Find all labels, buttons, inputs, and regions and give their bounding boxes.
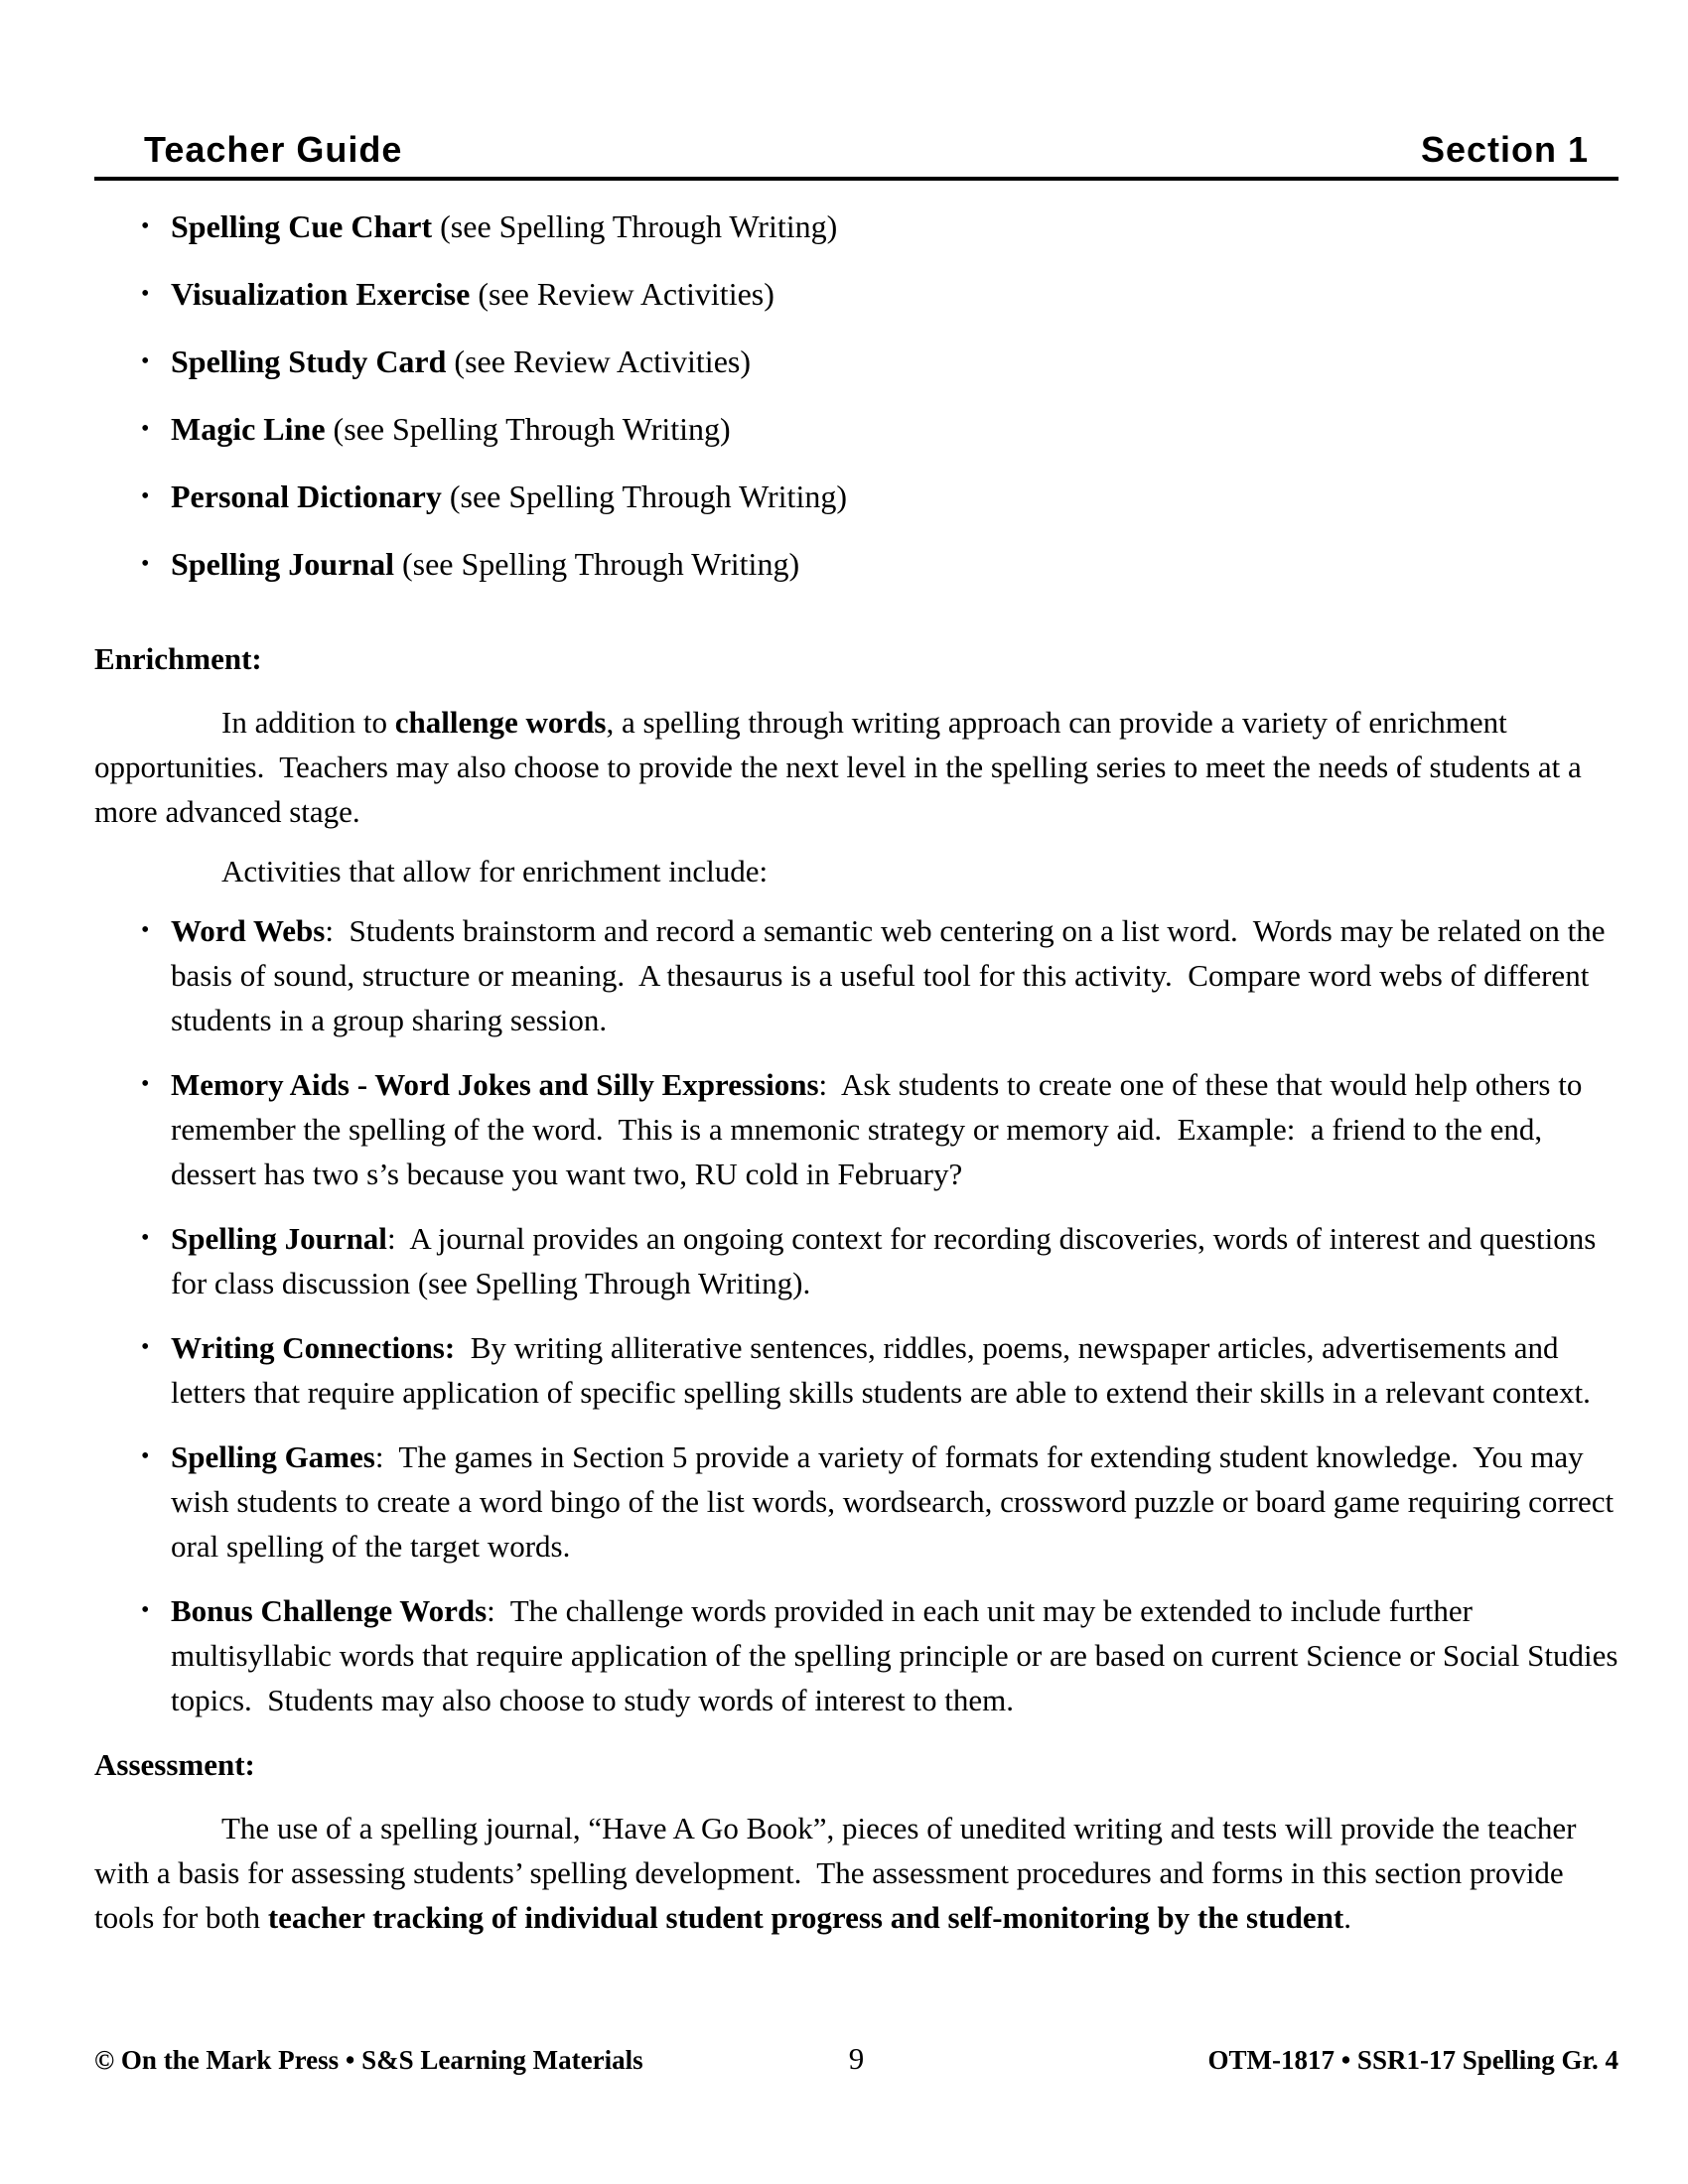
bullet-icon: • [141, 281, 150, 308]
list-item-term: Word Webs [171, 913, 326, 949]
list-item-term: Spelling Study Card [171, 343, 447, 380]
bullet-icon: • [141, 1334, 150, 1361]
list-item-text: : Students brainstorm and record a semantic web centering on a list word. Words may be related on the basis of sound, structure or meaning. A thesaurus is a useful tool for this activity. Compare word webs of different students in a group sharing session. [171, 913, 1606, 1038]
list-item [94, 475, 1618, 519]
list-item-term: Visualization Exercise [171, 276, 471, 313]
assessment-text-post: . [1343, 1900, 1351, 1936]
footer-page-number: 9 [848, 2041, 865, 2076]
list-item-text: : Ask students to create one of these that would help others to remember the spelling of the word. This is a mnemonic strategy or memory aid. Example: a friend to the end, dessert has two s’s because you want two, RU cold in February? [171, 1067, 1583, 1192]
page-content [94, 0, 1618, 1940]
resources-list [94, 205, 1618, 587]
bullet-icon: • [141, 1225, 150, 1252]
list-item [94, 1325, 1618, 1415]
list-item-text: (see Spelling Through Writing) [441, 478, 847, 515]
list-item [94, 407, 1618, 452]
assessment-text-pre: The use of a spelling journal, “Have A Go Book”, pieces of unedited writing and tests will provide the teacher with a basis for assessing students’ spelling development. The assessment procedures and forms in this section provide tools for both [94, 1811, 1577, 1936]
bullet-icon: • [141, 551, 150, 578]
list-item-term: Spelling Cue Chart [171, 208, 433, 245]
list-item-text: (see Spelling Through Writing) [432, 208, 838, 245]
list-item-term: Spelling Games [171, 1439, 375, 1475]
page-footer [94, 2043, 1618, 2088]
bullet-icon: • [141, 483, 150, 510]
header-section: Section 1 [1420, 129, 1589, 170]
bullet-icon: • [141, 416, 150, 443]
header-title: Teacher Guide [144, 129, 403, 170]
list-item-text: (see Review Activities) [470, 276, 774, 313]
list-item [94, 908, 1618, 1042]
enrichment-heading: Enrichment: [94, 641, 262, 677]
list-item-text: By writing alliterative sentences, riddles, poems, newspaper articles, advertisements and letters that require application of specific spelling skills students are able to extend their skills in a relevant context. [171, 1330, 1591, 1411]
page-header [94, 0, 1618, 170]
intro-text-bold: challenge words [394, 705, 607, 741]
assessment-paragraph [94, 1806, 1618, 1940]
list-item [94, 272, 1618, 317]
list-item-text: : The games in Section 5 provide a variety of formats for extending student knowledge. You may wish students to create a word bingo of the list words, wordsearch, crossword puzzle or board game requiring correct oral spelling of the target words. [171, 1439, 1615, 1565]
activities-list [94, 908, 1618, 1722]
bullet-icon: • [141, 213, 150, 240]
list-item-term: Spelling Journal [171, 546, 394, 583]
list-item [94, 340, 1618, 384]
list-item-term: Bonus Challenge Words [171, 1593, 488, 1629]
bullet-icon: • [141, 348, 150, 375]
header-rule [94, 177, 1618, 181]
intro-text-pre: In addition to [221, 705, 395, 741]
list-item-term: Writing Connections: [171, 1330, 456, 1366]
assessment-text-bold: teacher tracking of individual student progress and self-monitoring by the student [267, 1900, 1344, 1936]
bullet-icon: • [141, 1071, 150, 1098]
list-item-text: : A journal provides an ongoing context for recording discoveries, words of interest and questions for class discussion (see Spelling Through Writing). [171, 1221, 1597, 1301]
list-item-text: (see Review Activities) [446, 343, 751, 380]
assessment-heading: Assessment: [94, 1747, 255, 1783]
intro-text-post: , a spelling through writing approach can provide a variety of enrichment opportunities. Teachers may also choose to provide the next level in the spelling series to meet the needs of students at a more advanced stage. [94, 705, 1582, 830]
bullet-icon: • [141, 917, 150, 944]
list-item-term: Memory Aids - Word Jokes and Silly Expressions [171, 1067, 819, 1103]
list-item-term: Magic Line [171, 411, 326, 448]
footer-code: OTM-1817 • SSR1-17 Spelling Gr. 4 [1207, 2045, 1618, 2075]
enrichment-intro [94, 700, 1618, 834]
list-item-text: (see Spelling Through Writing) [325, 411, 731, 448]
list-item-text: : The challenge words provided in each unit may be extended to include further multisyllabic words that require application of the spelling principle or are based on current Science or Social Studies topics. Students may also choose to study words of interest to them. [171, 1593, 1618, 1718]
list-item [94, 542, 1618, 587]
footer-copyright: © On the Mark Press • S&S Learning Materials [94, 2045, 643, 2075]
activities-lead: Activities that allow for enrichment include: [221, 854, 769, 889]
list-item-text: (see Spelling Through Writing) [393, 546, 800, 583]
list-item-term: Personal Dictionary [171, 478, 442, 515]
bullet-icon: • [141, 1597, 150, 1624]
list-item [94, 1216, 1618, 1305]
list-item [94, 1588, 1618, 1722]
list-item [94, 1434, 1618, 1569]
list-item [94, 1062, 1618, 1196]
list-item-term: Spelling Journal [171, 1221, 387, 1257]
bullet-icon: • [141, 1443, 150, 1470]
list-item [94, 205, 1618, 249]
